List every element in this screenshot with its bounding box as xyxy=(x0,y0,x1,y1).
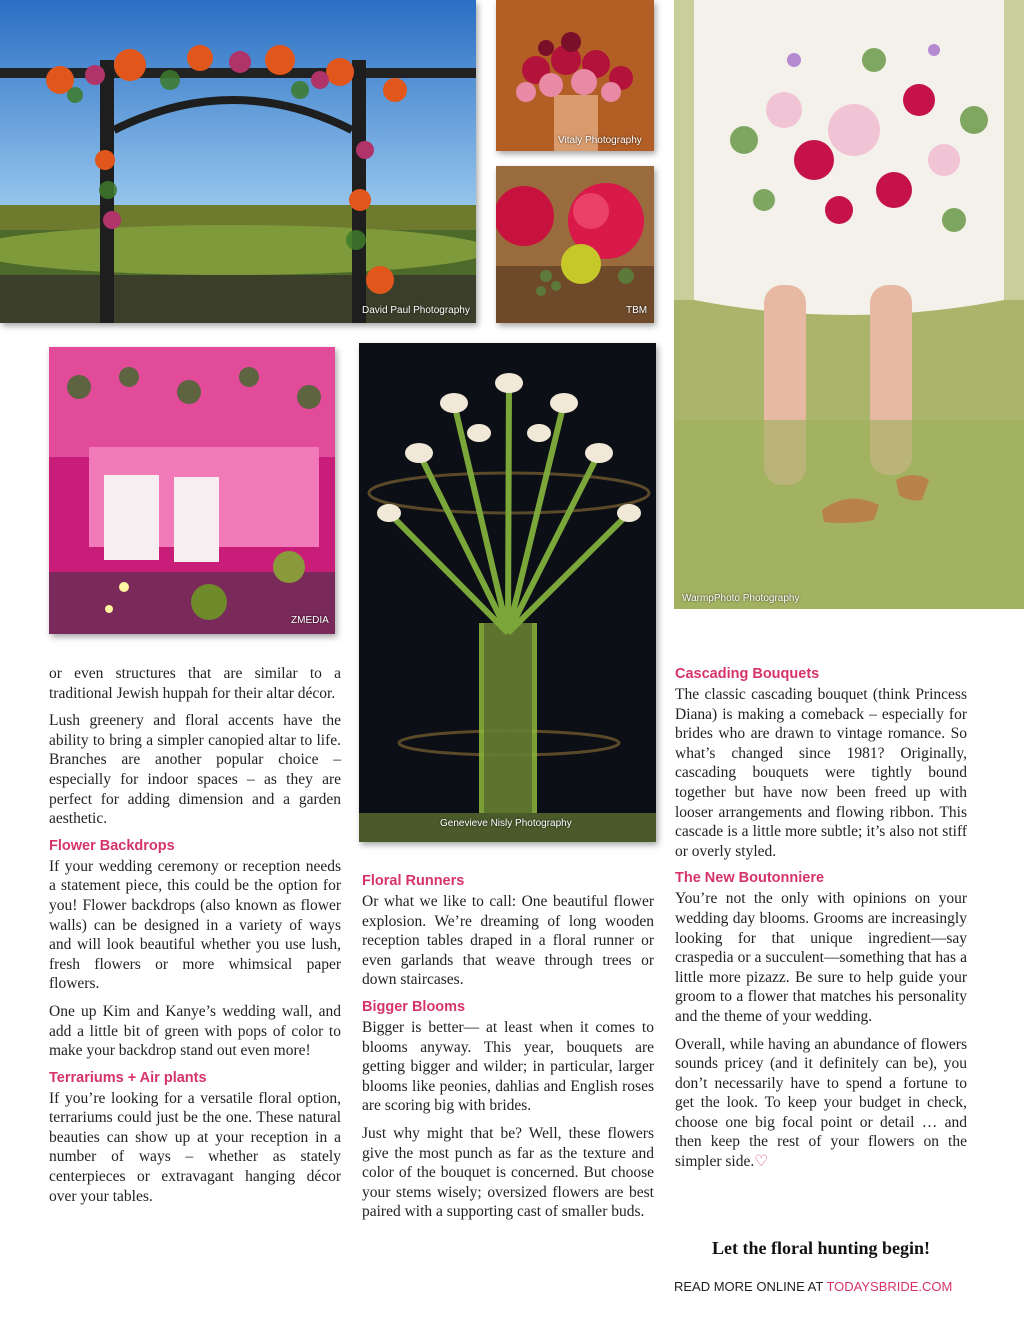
photo-credit-backdrop: ZMEDIA xyxy=(291,615,329,626)
calla-lilies-image xyxy=(359,343,656,842)
photo-peony xyxy=(496,166,654,323)
col3-paragraph-3 xyxy=(675,1035,967,1172)
col3-paragraph-1: The classic cascading bouquet (think Princess Diana) is making a comeback – especially for brides who are drawn to vintage romance. So what’s changed since 1981? Originally, cascading bouquets were tightly bound together but have now been freed up with looser arrangements and flowing ribbon. This cascade is a little more subtle; it’s also not stiff or overly styled. xyxy=(675,686,967,860)
photo-credit-arch: David Paul Photography xyxy=(362,305,470,316)
col2-paragraph-3: Just why might that be? Well, these flowers give the most punch as far as the texture and color of the bouquet is concerned. But choose your stems wisely; oversized flowers are best paired with a supporting cast of smaller buds. xyxy=(362,1124,654,1221)
heart-icon: ♡ xyxy=(754,1152,769,1171)
text-column-2 xyxy=(362,872,654,1230)
col3-paragraph-3-text: Overall, while having an abundance of flowers sounds pricey (and it definitely can be), you don’t necessarily have to spend a fortune to get the look. To keep your budget in check, choose one big focal point or detail … and then keep the rest of your flowers on the simpler side. xyxy=(675,1035,967,1171)
photo-credit-roses: Vitaly Photography xyxy=(558,135,642,146)
read-more-line xyxy=(674,1279,974,1294)
col1-paragraph-5: If you’re looking for a versatile floral option, terrariums could just be the one. These natural beauties can show up at your reception in a number of ways – whether as stately centerpieces or extravagant hanging décor over your tables. xyxy=(49,1089,341,1205)
photo-credit-bride: WarmpPhoto Photography xyxy=(682,593,800,604)
heading-flower-backdrops: Flower Backdrops xyxy=(49,837,175,854)
col1-paragraph-1: or even structures that are similar to a traditional Jewish huppah for their altar décor. xyxy=(49,665,341,702)
col1-paragraph-2: Lush greenery and floral accents have the ability to bring a simpler canopied altar to life. Branches are another popular choice – especially for indoor spaces – as they are perfect for adding dimension and a garden aesthetic. xyxy=(49,712,341,828)
col2-paragraph-2: Bigger is better— at least when it comes to blooms anyway. This year, bouquets are getting bigger and wilder; in particular, larger blooms like peonies, dahlias and English roses are scoring big with brides. xyxy=(362,1018,654,1115)
heading-new-boutonniere: The New Boutonniere xyxy=(675,870,825,887)
heading-bigger-blooms: Bigger Blooms xyxy=(362,998,466,1015)
bride-bouquet-image xyxy=(674,0,1024,609)
col2-paragraph-1: Or what we like to call: One beautiful flower explosion. We’re dreaming of long wooden reception tables draped in a floral runner or even garlands that weave through trees or down staircases. xyxy=(362,893,654,989)
photo-bride-bouquet xyxy=(674,0,1024,609)
peony-image xyxy=(496,166,654,323)
text-column-1 xyxy=(49,664,341,1214)
photo-calla-lilies xyxy=(359,343,656,842)
col1-paragraph-4: One up Kim and Kanye’s wedding wall, and add a little bit of green with pops of color to make your backdrop stand out even more! xyxy=(49,1002,341,1060)
heading-floral-runners: Floral Runners xyxy=(362,873,465,889)
website-link[interactable]: TODAYSBRIDE.COM xyxy=(826,1279,953,1294)
photo-credit-peony: TBM xyxy=(626,305,648,316)
flower-backdrop-image xyxy=(49,347,335,634)
photo-credit-calla: Genevieve Nisly Photography xyxy=(440,818,572,829)
tagline: Let the floral hunting begin! xyxy=(711,1238,930,1258)
photo-rose-centerpiece xyxy=(496,0,654,151)
text-column-3 xyxy=(675,665,967,1180)
heading-terrariums: Terrariums + Air plants xyxy=(49,1069,207,1086)
floral-arch-image xyxy=(0,0,476,323)
rose-centerpiece-image xyxy=(496,0,654,151)
read-more-text: READ MORE ONLINE AT xyxy=(674,1279,827,1294)
col1-paragraph-3: If your wedding ceremony or reception needs a statement piece, this could be the option for you! Flower backdrops (also known as flower walls) can be designed in a variety of ways and will look beautiful whether you use lush, fresh flowers or more whimsical paper flowers. xyxy=(49,857,341,993)
photo-floral-arch xyxy=(0,0,476,323)
col3-paragraph-2: You’re not the only with opinions on your wedding day blooms. Grooms are increasingly looking for that unique ingredient—say craspedia or a succulent—something that has a little more pizazz. Be sure to help guide your groom to a flower that matches his personality and the theme of your wedding. xyxy=(675,890,967,1025)
photo-flower-backdrop xyxy=(49,347,335,634)
heading-cascading-bouquets: Cascading Bouquets xyxy=(675,666,820,682)
